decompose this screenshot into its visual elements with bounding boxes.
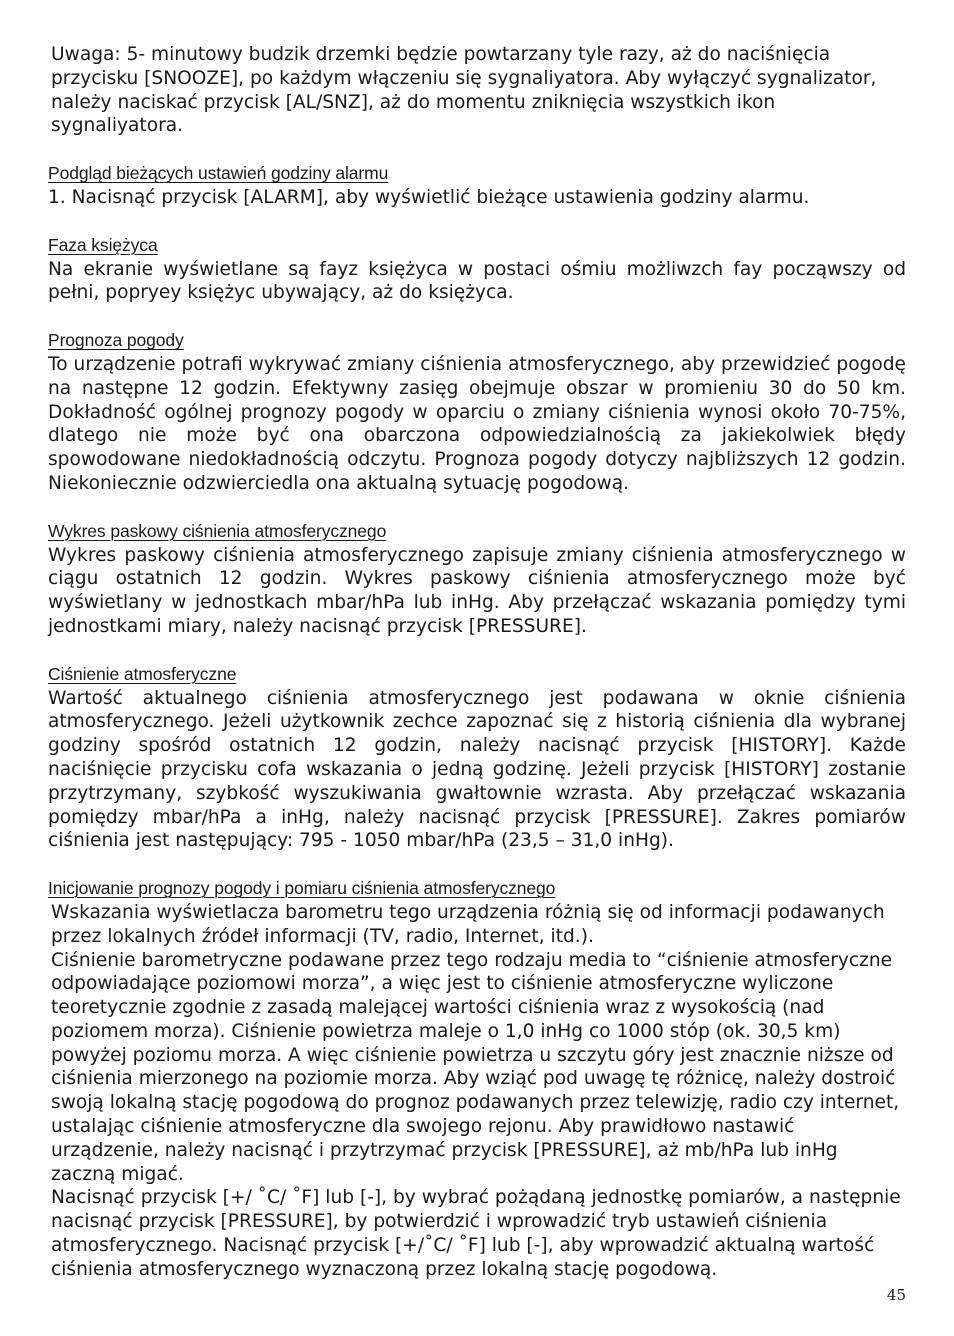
section-paragraph: 1. Nacisnąć przycisk [ALARM], aby wyświetlić bieżące ustawienia godziny alarmu. — [48, 186, 810, 208]
section-heading: Ciśnienie atmosferyczne — [48, 663, 237, 684]
section-heading: Faza księżyca — [48, 234, 158, 255]
section-paragraph: To urządzenie potrafi wykrywać zmiany ciśnienia atmosferycznego, aby przewidzieć pogodę na następne 12 godzin. Efektywny zasięg obejmuje obszar w promieniu 30 do 50 km. Dokładność ogólnej prognozy pogody w oparciu o zmiany ciśnienia wynosi około 70-75%, dlatego nie może być ona obarczona odpowiedzialnością za jakiekolwiek błędy spowodowane niedokładnością odczytu. Prognoza pogody dotyczy najbliższych 12 godzin. Niekoniecznie odzwierciedla ona aktualną sytuację pogodową. — [48, 353, 906, 494]
section-paragraph: Wykres paskowy ciśnienia atmosferycznego zapisuje zmiany ciśnienia atmosferycznego w ciągu ostatnich 12 godzin. Wykres paskowy ciśnienia atmosferycznego może być wyświetlany w jednostkach mbar/hPa lub inHg. Aby przełączać wskazania pomiędzy tymi jednostkami miary, należy nacisnąć przycisk [PRESSURE]. — [48, 544, 906, 637]
section-weather-forecast — [48, 329, 906, 496]
section-heading: Podgląd bieżących ustawień godziny alarmu — [48, 163, 389, 184]
section-paragraph: Wskazania wyświetlacza barometru tego urządzenia różnią się od informacji podawanych przez lokalnych źródeł informacji (TV, radio, Internet, itd.). — [51, 901, 885, 947]
section-paragraph: Nacisnąć przycisk [+/ ˚C/ ˚F] lub [-], by wybrać pożądaną jednostkę pomiarów, a następnie nacisnąć przycisk [PRESSURE], by potwierdzić i wprowadzić tryb ustawień ciśnienia atmosferycznego. Nacisnąć przycisk [+/˚C/ ˚F] lub [-], aby wprowadzić aktualną wartość ciśnienia atmosferycznego wyznaczoną przez lokalną stację pogodową. — [51, 1187, 901, 1280]
section-heading: Prognoza pogody — [48, 330, 184, 351]
section-forecast-initialization — [48, 877, 906, 1282]
section-alarm-preview — [48, 162, 906, 210]
document-page — [48, 43, 906, 1282]
section-atmospheric-pressure — [48, 663, 906, 853]
section-pressure-bar-chart — [48, 520, 906, 639]
intro-note: Uwaga: 5- minutowy budzik drzemki będzie powtarzany tyle razy, aż do naciśnięcia przycisku [SNOOZE], po każdym włączeniu się sygnaliyatora. Aby wyłączyć sygnalizator, należy naciskać przycisk [AL/SNZ], aż do momentu zniknięcia wszystkich ikon sygnaliyatora. — [51, 44, 877, 137]
section-paragraph: Ciśnienie barometryczne podawane przez tego rodzaju media to “ciśnienie atmosferyczne odpowiadające poziomowi morza”, a więc jest to ciśnienie atmosferyczne wyliczone teoretycznie zgodnie z zasadą malejącej wartości ciśnienia wraz z wysokością (nad poziomem morza). Ciśnienie powietrza maleje o 1,0 inHg co 1000 stóp (ok. 30,5 km) powyżej poziomu morza. A więc ciśnienie powietrza u szczytu góry jest znacznie niższe od ciśnienia mierzonego na poziomie morza. Aby wziąć pod uwagę tę różnicę, należy dostroić swoją lokalną stację pogodową do prognoz podawanych przez telewizję, radio czy internet, ustalając ciśnienie atmosferyczne dla swojego rejonu. Aby prawidłowo nastawić urządzenie, należy nacisnąć i przytrzymać przycisk [PRESSURE], aż mb/hPa lub inHg zaczną migać. — [51, 949, 900, 1185]
section-heading: Inicjowanie prognozy pogody i pomiaru ciśnienia atmosferycznego — [48, 878, 556, 899]
section-paragraph: Wartość aktualnego ciśnienia atmosferycznego jest podawana w oknie ciśnienia atmosferycznego. Jeżeli użytkownik zechce zapoznać się z historią ciśnienia dla wybranej godziny spośród ostatnich 12 godzin, należy nacisnąć przycisk [HISTORY]. Każde naciśnięcie przycisku cofa wskazania o jedną godzinę. Jeżeli przycisk [HISTORY] zostanie przytrzymany, szybkość wyszukiwania gwałtownie wzrasta. Aby przełączać wskazania pomiędzy mbar/hPa a inHg, należy nacisnąć przycisk [PRESSURE]. Zakres pomiarów ciśnienia jest następujący: 795 - 1050 mbar/hPa (23,5 – 31,0 inHg). — [48, 687, 906, 852]
page-number: 45 — [886, 1286, 906, 1304]
section-heading: Wykres paskowy ciśnienia atmosferycznego — [48, 520, 387, 541]
section-paragraph: Na ekranie wyświetlane są fayz księżyca w postaci ośmiu możliwzch fay począwszy od pełni, popryey księżyc ubywający, aż do księżyca. — [48, 258, 906, 304]
section-moon-phase — [48, 234, 906, 305]
